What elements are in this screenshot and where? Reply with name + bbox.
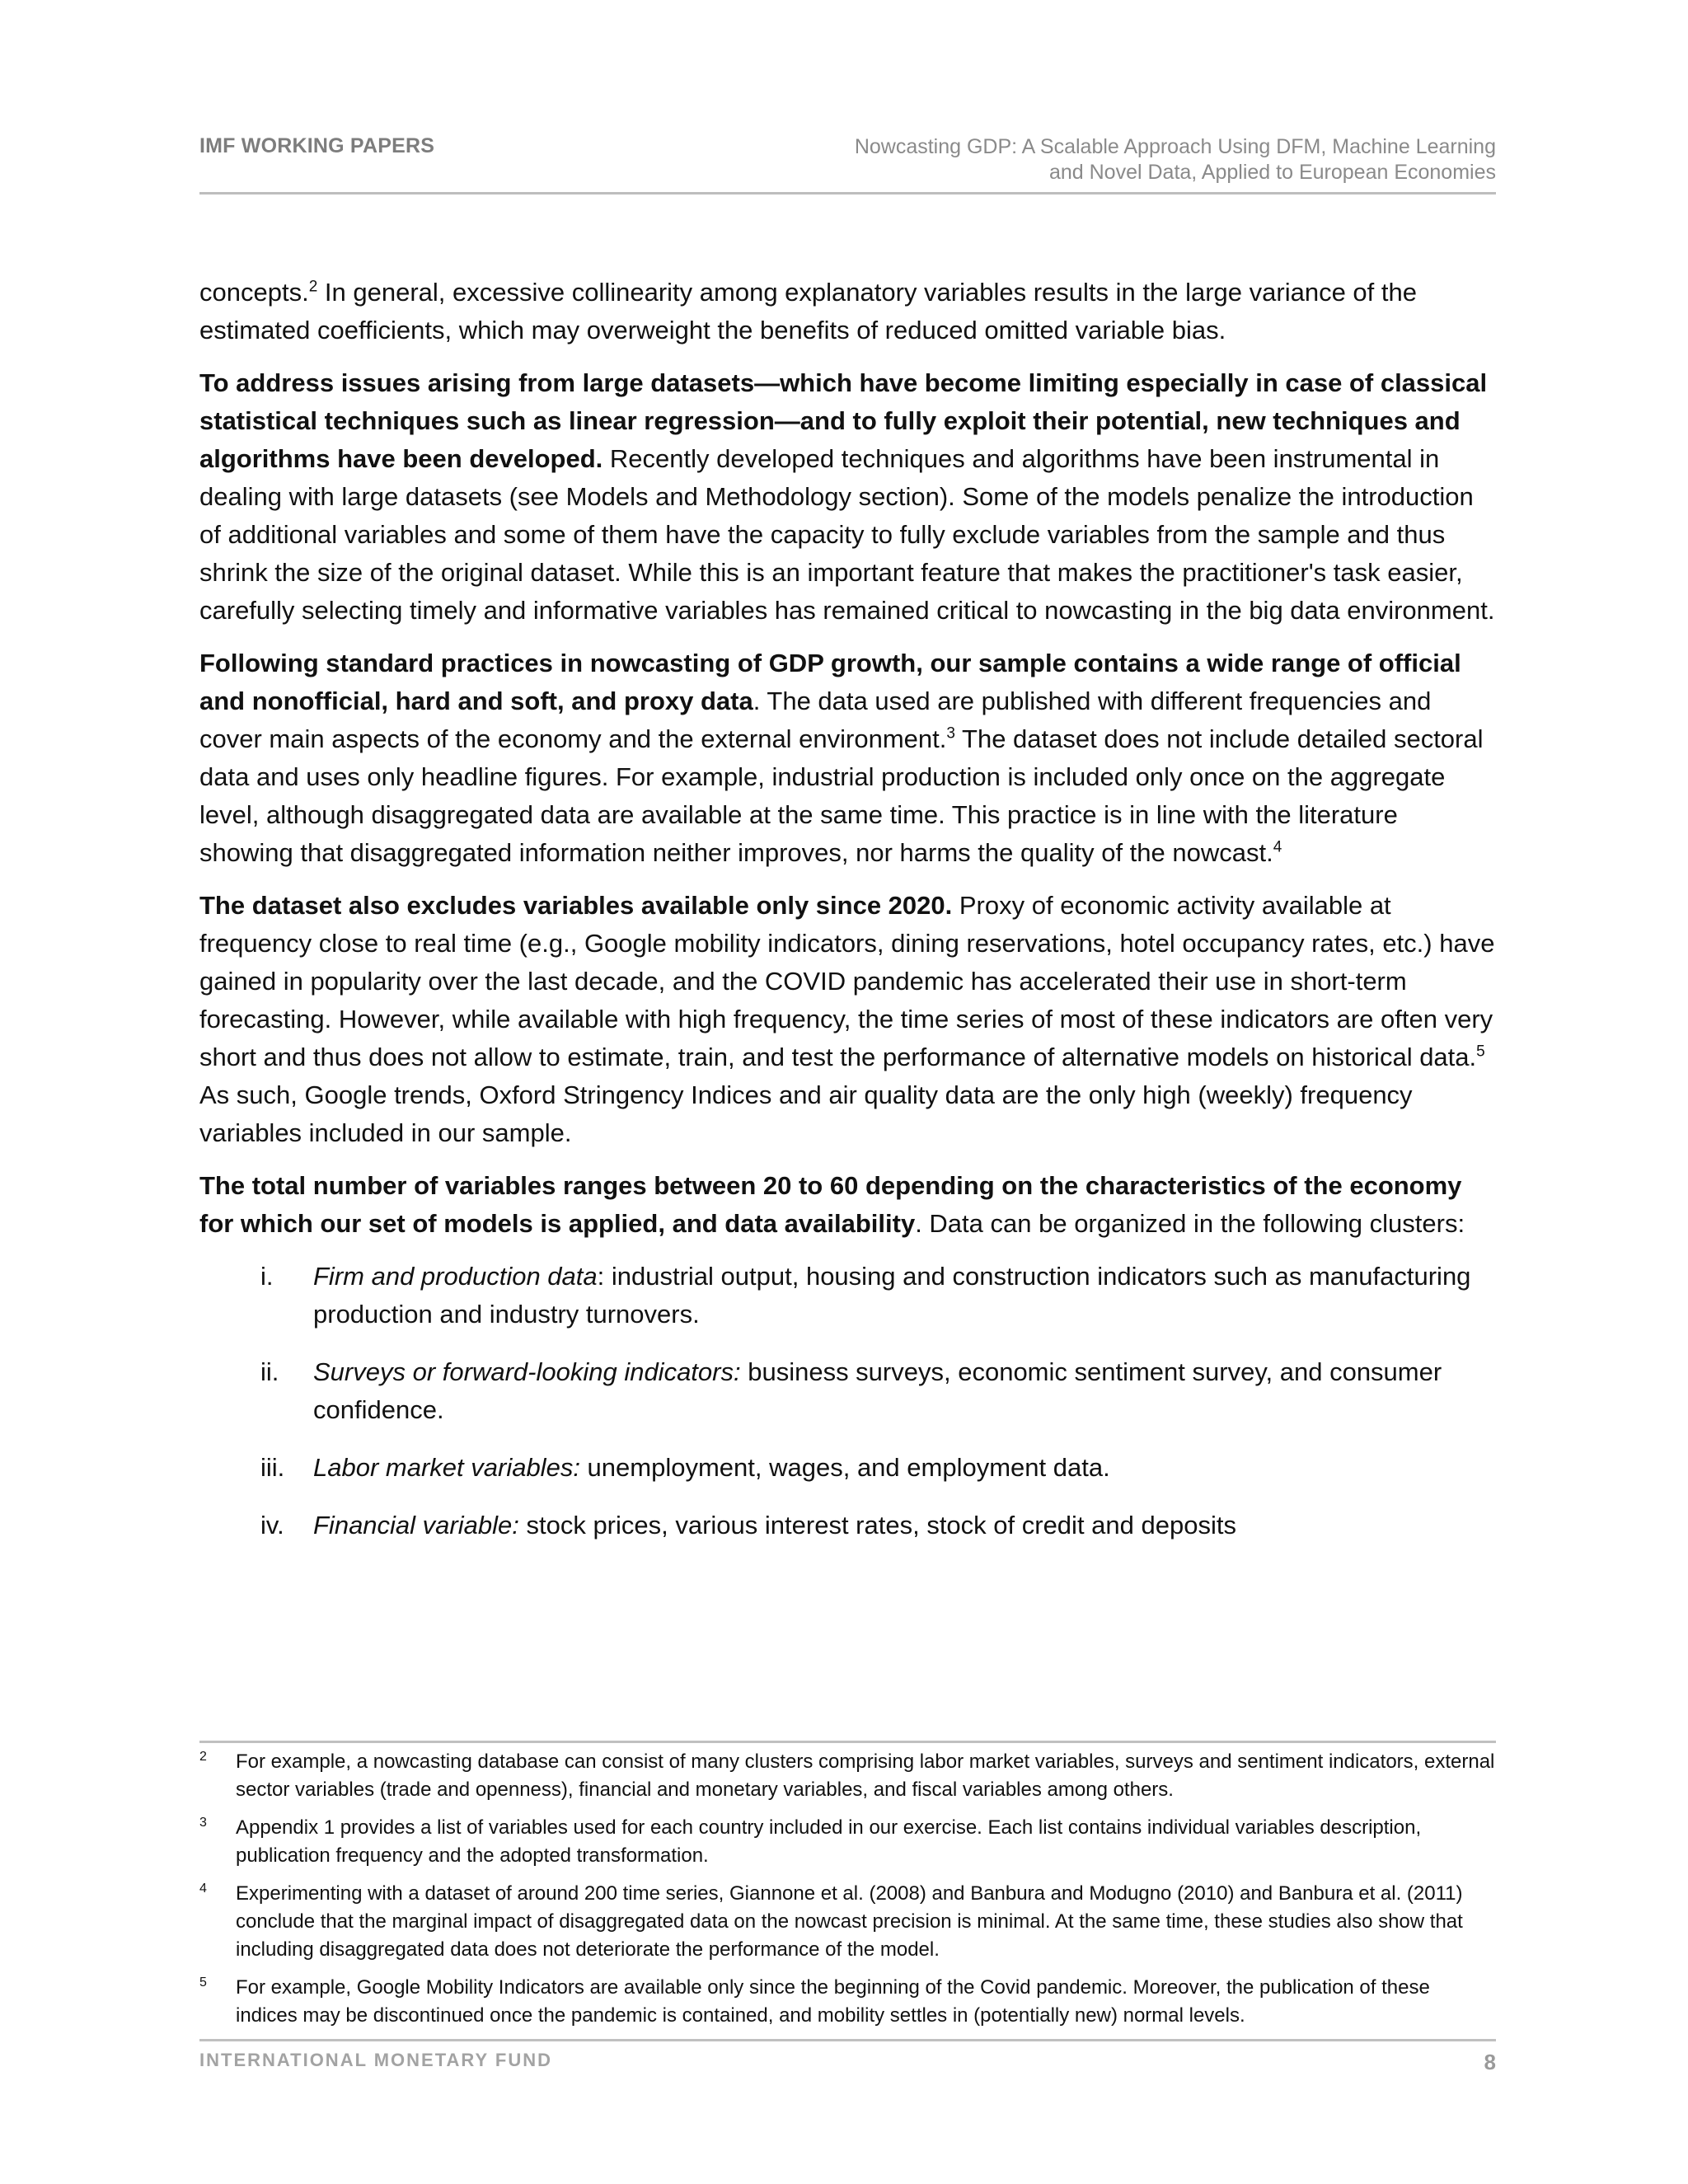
- paragraph-3-mid: . The data used are published with different frequencies and cover main aspects of the economy and the external environment.: [199, 687, 1432, 753]
- footnote-text: For example, a nowcasting database can consist of many clusters comprising labor market variables, surveys and sentiment indicators, external sector variables (trade and openness), financial and monetary variables, and fiscal variables among others.: [236, 1750, 1495, 1801]
- list-item: [199, 1258, 1496, 1333]
- footnote-text: Experimenting with a dataset of around 200 time series, Giannone et al. (2008) and Banbura and Modugno (2010) and Banbura et al. (2011) conclude that the marginal impact of disaggregated data on the nowcast precision is minimal. At the same time, these studies also show that including disaggregated data does not deteriorate the performance of the model.: [236, 1882, 1463, 1961]
- paragraph-3-rest: The dataset does not include detailed sectoral data and uses only headline figures. For example, industrial production is included only once on the aggregate level, although disaggregated data are available at the same time. This practice is in line with the literature showing that disaggregated information neither improves, nor harms the quality of the nowcast.: [199, 724, 1484, 867]
- page-header: [199, 134, 1496, 194]
- footnotes: [199, 1741, 1496, 2040]
- footnote-2: [199, 1748, 1496, 1804]
- list-item-number: iv.: [260, 1511, 284, 1540]
- list-item-text: : industrial output, housing and construction indicators such as manufacturing production and industry turnovers.: [313, 1262, 1471, 1329]
- cluster-list: [199, 1258, 1496, 1544]
- list-item-text: stock prices, various interest rates, stock of credit and deposits: [518, 1511, 1236, 1540]
- series-title: IMF WORKING PAPERS: [199, 134, 435, 157]
- paragraph-5-rest: . Data can be organized in the following clusters:: [915, 1209, 1465, 1238]
- list-item-title: Firm and production data: [313, 1262, 598, 1291]
- list-item: [199, 1507, 1496, 1544]
- paragraph-2-lead: To address issues arising from large datasets—which have become limiting especially in case of classical statistical techniques such as linear regression—and to fully exploit their potential, new techniques and algorithms have been developed.: [199, 368, 1488, 473]
- list-item-text: business surveys, economic sentiment survey, and consumer confidence.: [313, 1357, 1442, 1424]
- paragraph-3: [199, 644, 1496, 872]
- paragraph-4-mid: Proxy of economic activity available at frequency close to real time (e.g., Google mobility indicators, dining reservations, hotel occupancy rates, etc.) have gained in popularity over the last decade, and the COVID pandemic has accelerated their use in short-term forecasting. However, while available with high frequency, the time series of most of these indicators are often very short and thus does not allow to estimate, train, and test the performance of alternative models on historical data.: [199, 891, 1495, 1071]
- paragraph-4-lead: The dataset also excludes variables available only since 2020.: [199, 891, 953, 920]
- list-item-number: iii.: [260, 1453, 285, 1482]
- footnote-number: 5: [199, 1975, 207, 1990]
- page: [199, 0, 1496, 2184]
- footnote-ref-5[interactable]: 5: [1476, 1043, 1485, 1061]
- footnote-text: For example, Google Mobility Indicators are available only since the beginning of the Covid pandemic. Moreover, the publication of these indices may be discontinued once the pandemic is contained, and mobility settles in (potentially new) normal levels.: [236, 1976, 1430, 2027]
- list-item-title: Surveys or forward-looking indicators:: [313, 1357, 741, 1386]
- footnote-3: [199, 1814, 1496, 1870]
- footnote-ref-4[interactable]: 4: [1273, 838, 1282, 856]
- footnote-4: [199, 1880, 1496, 1964]
- paragraph-5: [199, 1167, 1496, 1243]
- footnote-number: 3: [199, 1816, 207, 1830]
- list-item-number: ii.: [260, 1357, 279, 1386]
- list-item: [199, 1449, 1496, 1487]
- paragraph-5-lead: The total number of variables ranges between 20 to 60 depending on the characteristics of the economy for which our set of models is applied, and data availability: [199, 1171, 1462, 1238]
- footnote-ref-3[interactable]: 3: [946, 724, 955, 743]
- paragraph-1-text: concepts.: [199, 278, 309, 307]
- footnote-text: Appendix 1 provides a list of variables used for each country included in our exercise. Each list contains individual variables description, publication frequency and the adopted transformation.: [236, 1816, 1422, 1867]
- page-footer: [199, 2039, 1496, 2074]
- paragraph-4-rest: As such, Google trends, Oxford Stringency Indices and air quality data are the only high (weekly) frequency variables included in our sample.: [199, 1080, 1413, 1147]
- list-item-title: Labor market variables:: [313, 1453, 580, 1482]
- body-text: [199, 274, 1496, 1564]
- paragraph-1-rest: In general, excessive collinearity among explanatory variables results in the large variance of the estimated coefficients, which may overweight the benefits of reduced omitted variable bias.: [199, 278, 1417, 344]
- publisher-name: INTERNATIONAL MONETARY FUND: [199, 2050, 552, 2070]
- running-title-line-2: and Novel Data, Applied to European Economies: [1048, 161, 1496, 184]
- footnote-ref-2[interactable]: 2: [308, 278, 318, 296]
- list-item: [199, 1353, 1496, 1429]
- list-item-text: unemployment, wages, and employment data.: [579, 1453, 1110, 1482]
- paragraph-1: [199, 274, 1496, 349]
- list-item-number: i.: [260, 1262, 274, 1291]
- list-item-title: Financial variable:: [313, 1511, 519, 1540]
- footnote-number: 4: [199, 1882, 207, 1896]
- running-title: [855, 134, 1496, 185]
- paragraph-4: [199, 887, 1496, 1152]
- footnote-5: [199, 1974, 1496, 2030]
- paragraph-2: [199, 364, 1496, 630]
- footnote-number: 2: [199, 1750, 207, 1764]
- running-title-line-1: Nowcasting GDP: A Scalable Approach Using DFM, Machine Learning: [854, 135, 1496, 158]
- page-number: 8: [1484, 2050, 1496, 2074]
- paragraph-2-rest: Recently developed techniques and algorithms have been instrumental in dealing with large datasets (see Models and Methodology section). Some of the models penalize the introduction of additional variables and some of them have the capacity to fully exclude variables from the sample and thus shrink the size of the original dataset. While this is an important feature that makes the practitioner's task easier, carefully selecting timely and informative variables has remained critical to nowcasting in the big data environment.: [199, 444, 1495, 625]
- paragraph-3-lead: Following standard practices in nowcasting of GDP growth, our sample contains a wide range of official and nonofficial, hard and soft, and proxy data: [199, 649, 1461, 715]
